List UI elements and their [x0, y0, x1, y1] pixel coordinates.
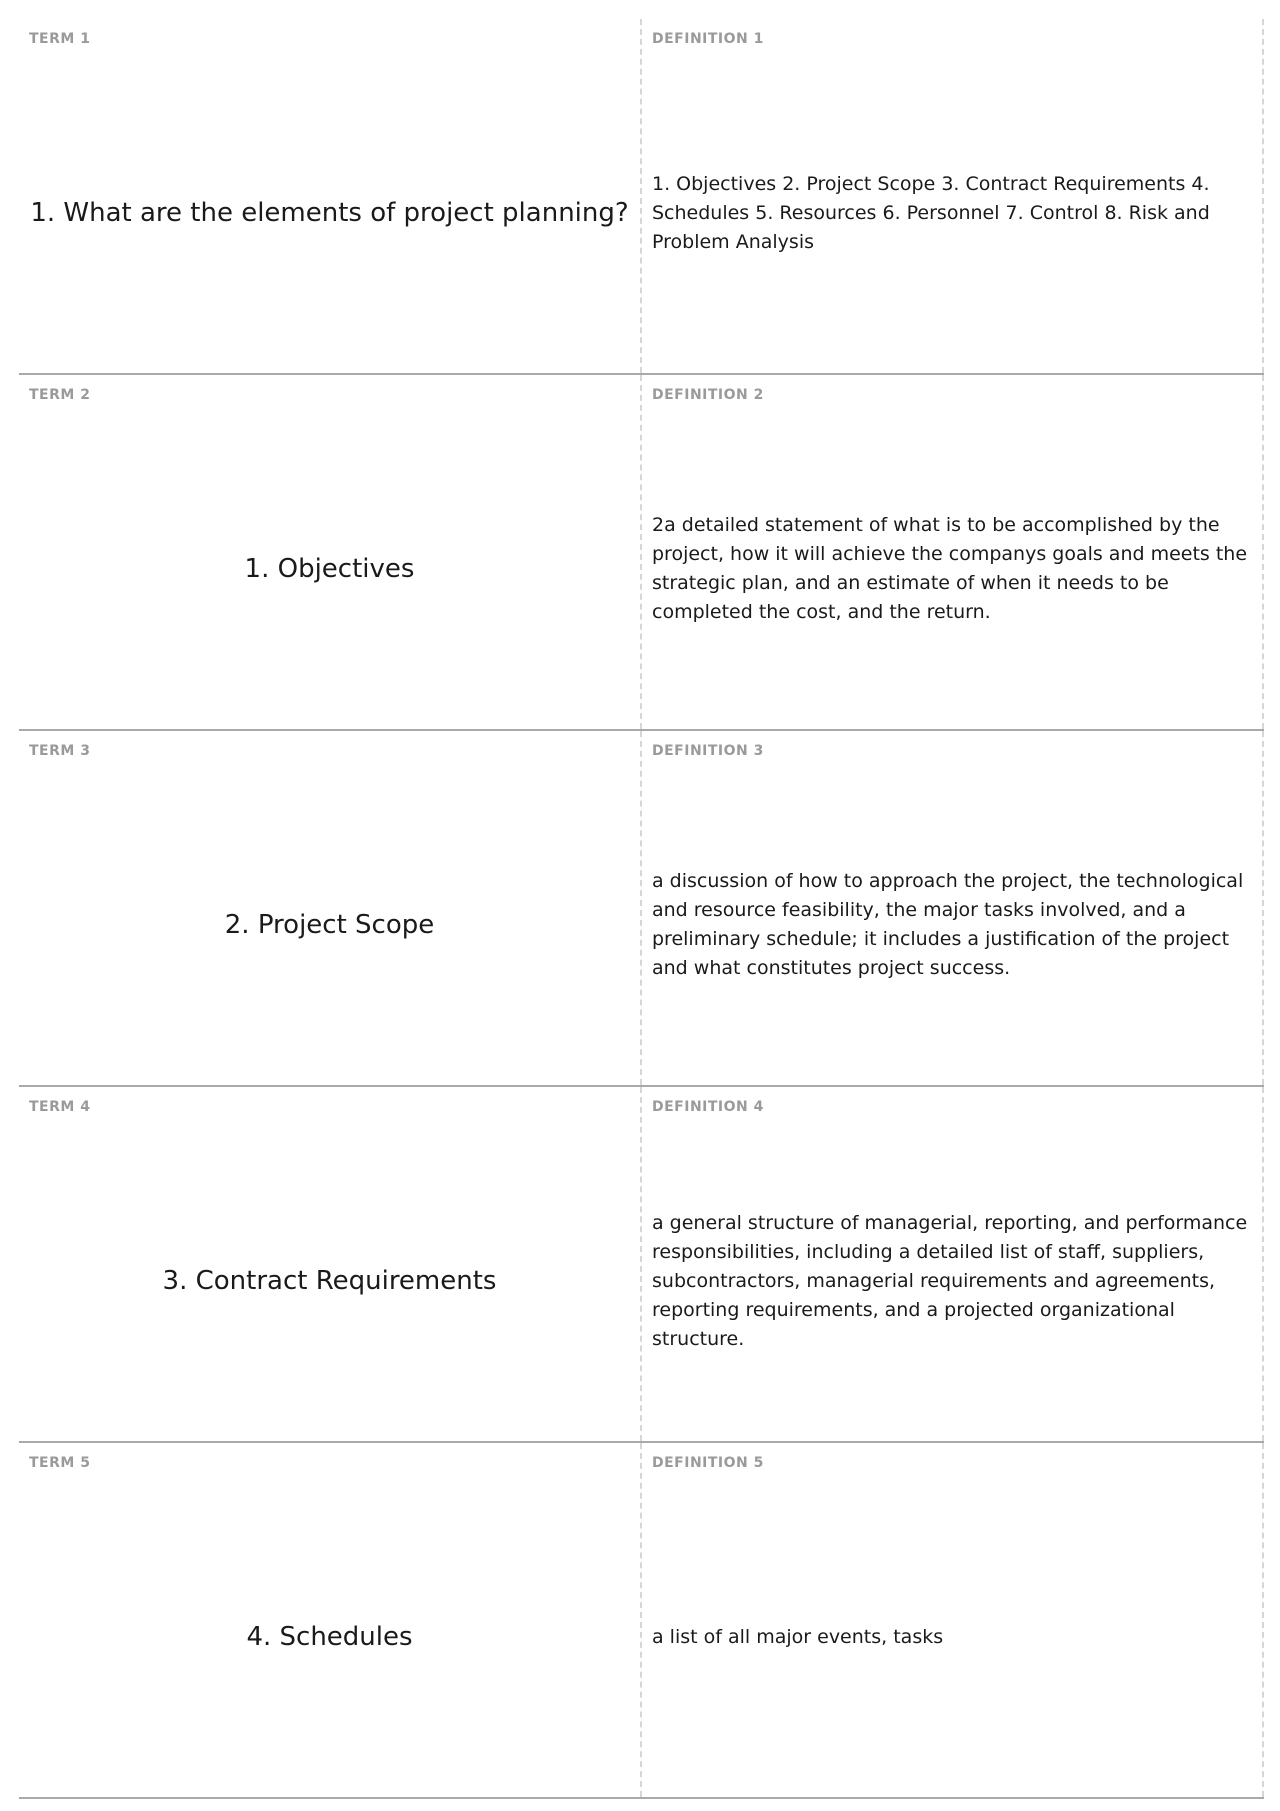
definition-label: DEFINITION 4 — [652, 1099, 764, 1115]
definition-cell — [642, 1087, 1264, 1441]
term-label: TERM 1 — [29, 31, 91, 47]
term-label: TERM 4 — [29, 1099, 91, 1115]
definition-body — [652, 765, 1252, 1085]
term-cell — [19, 19, 642, 373]
flashcard-row — [19, 731, 1264, 1087]
term-cell — [19, 1087, 642, 1441]
term-cell — [19, 731, 642, 1085]
flashcard-sheet — [19, 19, 1264, 1799]
definition-body — [652, 1477, 1252, 1797]
definition-body — [652, 1121, 1252, 1441]
definition-text: a general structure of managerial, reporting, and performance responsibilities, including a detailed list of staff, suppliers, subcontractors, managerial requirements and agreements, reporting requirements, and a projected organizational structure. — [652, 1211, 1248, 1350]
definition-cell — [642, 19, 1264, 373]
term-text: 1. Objectives — [244, 554, 415, 584]
term-text: 1. What are the elements of project planning? — [30, 198, 629, 228]
term-text: 2. Project Scope — [224, 910, 435, 940]
definition-label: DEFINITION 3 — [652, 743, 764, 759]
definition-text: 1. Objectives 2. Project Scope 3. Contract Requirements 4. Schedules 5. Resources 6. Personnel 7. Control 8. Risk and Problem Analysis — [652, 172, 1210, 253]
definition-text: 2a detailed statement of what is to be accomplished by the project, how it will achieve the companys goals and meets the strategic plan, and an estimate of when it needs to be completed the cost, and the return. — [652, 514, 1248, 623]
term-label: TERM 2 — [29, 387, 91, 403]
definition-body — [652, 53, 1252, 373]
definition-label: DEFINITION 1 — [652, 31, 764, 47]
flashcard-row — [19, 1443, 1264, 1799]
definition-label: DEFINITION 2 — [652, 387, 764, 403]
definition-label: DEFINITION 5 — [652, 1455, 764, 1471]
definition-cell — [642, 731, 1264, 1085]
flashcard-row — [19, 19, 1264, 375]
term-cell — [19, 1443, 642, 1797]
definition-cell — [642, 1443, 1264, 1797]
term-text: 4. Schedules — [246, 1622, 413, 1652]
definition-body — [652, 409, 1252, 729]
flashcard-row — [19, 1087, 1264, 1443]
flashcard-row — [19, 375, 1264, 731]
term-text: 3. Contract Requirements — [162, 1266, 497, 1296]
term-label: TERM 5 — [29, 1455, 91, 1471]
definition-text: a list of all major events, tasks — [652, 1625, 944, 1648]
term-label: TERM 3 — [29, 743, 91, 759]
definition-cell — [642, 375, 1264, 729]
definition-text: a discussion of how to approach the project, the technological and resource feasibility, the major tasks involved, and a preliminary schedule; it includes a justification of the project and what constitutes project success. — [652, 870, 1244, 979]
term-cell — [19, 375, 642, 729]
